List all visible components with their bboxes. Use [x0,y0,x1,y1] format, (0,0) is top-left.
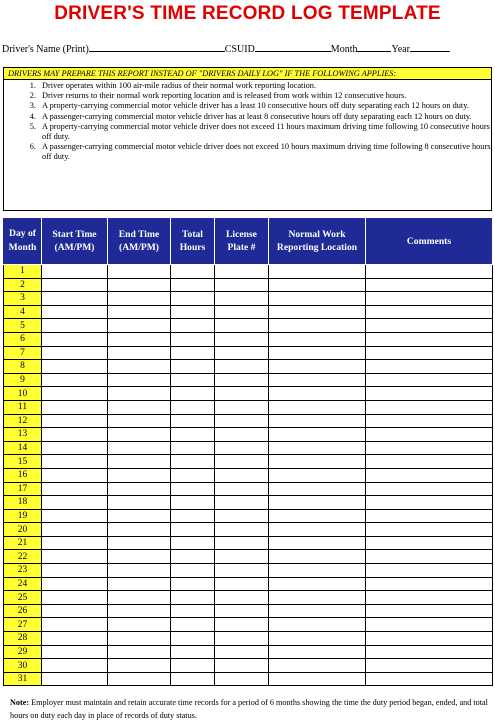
total-hours-cell[interactable] [171,441,215,455]
start-time-cell[interactable] [42,536,108,550]
total-hours-cell[interactable] [171,305,215,319]
total-hours-cell[interactable] [171,564,215,578]
page-title: DRIVER'S TIME RECORD LOG TEMPLATE [54,3,441,24]
table-row [4,387,493,401]
total-hours-cell[interactable] [171,577,215,591]
day-cell: 14 [4,441,42,455]
work-location-cell[interactable] [269,346,366,360]
end-time-cell[interactable] [108,400,171,414]
work-location-cell[interactable] [269,319,366,333]
comments-cell[interactable] [366,645,493,659]
start-time-cell[interactable] [42,414,108,428]
total-hours-cell[interactable] [171,278,215,292]
comments-cell[interactable] [366,564,493,578]
license-plate-cell[interactable] [215,672,269,686]
table-row [4,400,493,414]
start-time-cell[interactable] [42,659,108,673]
total-hours-cell[interactable] [171,414,215,428]
end-time-cell[interactable] [108,618,171,632]
total-hours-cell[interactable] [171,523,215,537]
total-hours-cell[interactable] [171,618,215,632]
license-plate-cell[interactable] [215,305,269,319]
total-hours-cell[interactable] [171,360,215,374]
end-time-cell[interactable] [108,346,171,360]
license-plate-cell[interactable] [215,482,269,496]
start-time-cell[interactable] [42,292,108,306]
end-time-cell[interactable] [108,496,171,510]
work-location-cell[interactable] [269,564,366,578]
table-row [4,346,493,360]
day-cell: 11 [4,400,42,414]
license-plate-cell[interactable] [215,550,269,564]
table-row [4,373,493,387]
license-plate-cell[interactable] [215,360,269,374]
table-row [4,414,493,428]
comments-cell[interactable] [366,618,493,632]
license-plate-cell[interactable] [215,387,269,401]
work-location-cell[interactable] [269,305,366,319]
total-hours-cell[interactable] [171,265,215,279]
start-time-cell[interactable] [42,387,108,401]
start-time-cell[interactable] [42,618,108,632]
work-location-cell[interactable] [269,536,366,550]
license-plate-cell[interactable] [215,468,269,482]
start-time-cell[interactable] [42,632,108,646]
total-hours-cell[interactable] [171,632,215,646]
start-time-cell[interactable] [42,496,108,510]
work-location-cell[interactable] [269,591,366,605]
instruction-item: 1. Driver operates within 100 air-mile radius of their normal work reporting location. [38,81,491,91]
work-location-cell[interactable] [269,604,366,618]
day-cell: 7 [4,346,42,360]
table-header-row [4,218,493,265]
comments-cell[interactable] [366,373,493,387]
day-cell: 15 [4,455,42,469]
comments-cell[interactable] [366,591,493,605]
license-plate-cell[interactable] [215,346,269,360]
comments-cell[interactable] [366,468,493,482]
day-cell: 9 [4,373,42,387]
day-cell: 20 [4,523,42,537]
start-time-cell[interactable] [42,468,108,482]
end-time-cell[interactable] [108,550,171,564]
work-location-cell[interactable] [269,509,366,523]
driver-name-label: Driver's Name (Print) [2,44,89,55]
header-end-time: End Time (AM/PM) [108,218,171,265]
end-time-cell[interactable] [108,523,171,537]
end-time-cell[interactable] [108,536,171,550]
license-plate-cell[interactable] [215,265,269,279]
start-time-cell[interactable] [42,645,108,659]
table-row [4,509,493,523]
total-hours-cell[interactable] [171,509,215,523]
day-cell: 22 [4,550,42,564]
start-time-cell[interactable] [42,550,108,564]
start-time-cell[interactable] [42,564,108,578]
note-text: Employer must maintain and retain accurate time records for a period of 6 months showing the time the duty period began, ended, and total hours on duty each day in place of records of duty status. [10,698,488,720]
comments-cell[interactable] [366,387,493,401]
license-plate-cell[interactable] [215,319,269,333]
work-location-cell[interactable] [269,278,366,292]
start-time-cell[interactable] [42,672,108,686]
total-hours-cell[interactable] [171,387,215,401]
table-row [4,441,493,455]
table-row [4,265,493,279]
table-row [4,591,493,605]
total-hours-cell[interactable] [171,482,215,496]
end-time-cell[interactable] [108,577,171,591]
end-time-cell[interactable] [108,468,171,482]
total-hours-cell[interactable] [171,659,215,673]
csuid-field[interactable] [255,42,331,52]
table-row [4,659,493,673]
table-row [4,332,493,346]
work-location-cell[interactable] [269,645,366,659]
day-cell: 30 [4,659,42,673]
work-location-cell[interactable] [269,632,366,646]
header-day-of-month: Day of Month [4,218,42,265]
table-row [4,468,493,482]
comments-cell[interactable] [366,482,493,496]
comments-cell[interactable] [366,332,493,346]
comments-cell[interactable] [366,550,493,564]
start-time-cell[interactable] [42,278,108,292]
license-plate-cell[interactable] [215,278,269,292]
comments-cell[interactable] [366,536,493,550]
end-time-cell[interactable] [108,373,171,387]
day-cell: 2 [4,278,42,292]
work-location-cell[interactable] [269,265,366,279]
end-time-cell[interactable] [108,360,171,374]
start-time-cell[interactable] [42,265,108,279]
table-row [4,672,493,686]
table-row [4,550,493,564]
work-location-cell[interactable] [269,373,366,387]
end-time-cell[interactable] [108,387,171,401]
total-hours-cell[interactable] [171,550,215,564]
work-location-cell[interactable] [269,523,366,537]
instruction-item: 5. A property-carrying commercial motor vehicle driver does not exceed 11 hours maximum driving time following 10 consecutive hours off duty. [38,122,491,142]
day-cell: 1 [4,265,42,279]
comments-cell[interactable] [366,278,493,292]
license-plate-cell[interactable] [215,659,269,673]
comments-cell[interactable] [366,414,493,428]
comments-cell[interactable] [366,604,493,618]
instruction-item: 3. A property-carrying commercial motor vehicle driver has a least 10 consecutive hours off duty separating each 12 hours on duty. [38,101,491,111]
day-cell: 12 [4,414,42,428]
start-time-cell[interactable] [42,373,108,387]
day-cell: 17 [4,482,42,496]
comments-cell[interactable] [366,400,493,414]
license-plate-cell[interactable] [215,618,269,632]
day-cell: 21 [4,536,42,550]
day-cell: 26 [4,604,42,618]
year-field[interactable] [410,42,450,52]
header-total-hours: Total Hours [171,218,215,265]
start-time-cell[interactable] [42,400,108,414]
start-time-cell[interactable] [42,523,108,537]
license-plate-cell[interactable] [215,292,269,306]
comments-cell[interactable] [366,305,493,319]
header-start-time: Start Time (AM/PM) [42,218,108,265]
start-time-cell[interactable] [42,455,108,469]
day-cell: 23 [4,564,42,578]
end-time-cell[interactable] [108,428,171,442]
work-location-cell[interactable] [269,496,366,510]
day-cell: 16 [4,468,42,482]
work-location-cell[interactable] [269,441,366,455]
table-row [4,319,493,333]
table-row [4,577,493,591]
driver-info-fields [2,42,493,55]
comments-cell[interactable] [366,360,493,374]
day-cell: 27 [4,618,42,632]
work-location-cell[interactable] [269,672,366,686]
table-row [4,428,493,442]
start-time-cell[interactable] [42,591,108,605]
day-cell: 8 [4,360,42,374]
license-plate-cell[interactable] [215,441,269,455]
comments-cell[interactable] [366,509,493,523]
start-time-cell[interactable] [42,604,108,618]
total-hours-cell[interactable] [171,645,215,659]
csuid-label: CSUID [224,44,255,55]
license-plate-cell[interactable] [215,564,269,578]
end-time-cell[interactable] [108,332,171,346]
end-time-cell[interactable] [108,604,171,618]
end-time-cell[interactable] [108,278,171,292]
end-time-cell[interactable] [108,455,171,469]
day-cell: 24 [4,577,42,591]
instructions-heading: DRIVERS MAY PREPARE THIS REPORT INSTEAD OF "DRIVERS DAILY LOG" IF THE FOLLOWING APPLIES: [4,68,491,80]
header-comments: Comments [366,218,493,265]
work-location-cell[interactable] [269,292,366,306]
comments-cell[interactable] [366,319,493,333]
day-cell: 13 [4,428,42,442]
work-location-cell[interactable] [269,550,366,564]
end-time-cell[interactable] [108,305,171,319]
instruction-item: 6. A passenger-carrying commercial motor vehicle driver does not exceed 10 hours maximum driving time following 8 consecutive hours off duty. [38,142,491,162]
total-hours-cell[interactable] [171,400,215,414]
work-location-cell[interactable] [269,468,366,482]
comments-cell[interactable] [366,672,493,686]
comments-cell[interactable] [366,496,493,510]
comments-cell[interactable] [366,523,493,537]
start-time-cell[interactable] [42,482,108,496]
work-location-cell[interactable] [269,659,366,673]
table-row [4,455,493,469]
day-cell: 10 [4,387,42,401]
total-hours-cell[interactable] [171,346,215,360]
work-location-cell[interactable] [269,428,366,442]
table-row [4,305,493,319]
total-hours-cell[interactable] [171,292,215,306]
total-hours-cell[interactable] [171,604,215,618]
instructions-list [4,81,491,163]
total-hours-cell[interactable] [171,591,215,605]
comments-cell[interactable] [366,659,493,673]
license-plate-cell[interactable] [215,604,269,618]
header-work-location: Normal Work Reporting Location [269,218,366,265]
end-time-cell[interactable] [108,319,171,333]
end-time-cell[interactable] [108,591,171,605]
day-cell: 31 [4,672,42,686]
comments-cell[interactable] [366,346,493,360]
day-cell: 3 [4,292,42,306]
end-time-cell[interactable] [108,292,171,306]
start-time-cell[interactable] [42,319,108,333]
instruction-item: 4. A passenger-carrying commercial motor vehicle driver has at least 8 consecutive hours off duty separating each 12 hours on duty. [38,112,491,122]
license-plate-cell[interactable] [215,455,269,469]
license-plate-cell[interactable] [215,523,269,537]
license-plate-cell[interactable] [215,400,269,414]
total-hours-cell[interactable] [171,373,215,387]
table-row [4,292,493,306]
end-time-cell[interactable] [108,265,171,279]
day-cell: 6 [4,332,42,346]
license-plate-cell[interactable] [215,509,269,523]
comments-cell[interactable] [366,577,493,591]
comments-cell[interactable] [366,292,493,306]
table-row [4,645,493,659]
total-hours-cell[interactable] [171,672,215,686]
license-plate-cell[interactable] [215,577,269,591]
work-location-cell[interactable] [269,387,366,401]
work-location-cell[interactable] [269,618,366,632]
footer-note [10,697,490,722]
end-time-cell[interactable] [108,659,171,673]
license-plate-cell[interactable] [215,332,269,346]
license-plate-cell[interactable] [215,373,269,387]
comments-cell[interactable] [366,632,493,646]
table-row [4,360,493,374]
comments-cell[interactable] [366,428,493,442]
driver-name-field[interactable] [89,42,225,52]
license-plate-cell[interactable] [215,632,269,646]
total-hours-cell[interactable] [171,536,215,550]
day-cell: 25 [4,591,42,605]
end-time-cell[interactable] [108,441,171,455]
end-time-cell[interactable] [108,564,171,578]
total-hours-cell[interactable] [171,332,215,346]
table-row [4,536,493,550]
total-hours-cell[interactable] [171,468,215,482]
work-location-cell[interactable] [269,455,366,469]
end-time-cell[interactable] [108,672,171,686]
end-time-cell[interactable] [108,645,171,659]
start-time-cell[interactable] [42,305,108,319]
comments-cell[interactable] [366,265,493,279]
note-label: Note: [10,698,30,707]
table-row [4,482,493,496]
end-time-cell[interactable] [108,414,171,428]
work-location-cell[interactable] [269,577,366,591]
day-cell: 18 [4,496,42,510]
total-hours-cell[interactable] [171,496,215,510]
license-plate-cell[interactable] [215,496,269,510]
time-record-table [3,217,493,686]
header-license-plate: License Plate # [215,218,269,265]
work-location-cell[interactable] [269,414,366,428]
day-cell: 4 [4,305,42,319]
work-location-cell[interactable] [269,400,366,414]
license-plate-cell[interactable] [215,414,269,428]
start-time-cell[interactable] [42,360,108,374]
start-time-cell[interactable] [42,332,108,346]
start-time-cell[interactable] [42,428,108,442]
start-time-cell[interactable] [42,346,108,360]
start-time-cell[interactable] [42,577,108,591]
license-plate-cell[interactable] [215,536,269,550]
comments-cell[interactable] [366,441,493,455]
instruction-item: 2. Driver returns to their normal work reporting location and is released from work within 12 consecutive hours. [38,91,491,101]
month-field[interactable] [357,42,391,52]
end-time-cell[interactable] [108,509,171,523]
start-time-cell[interactable] [42,441,108,455]
license-plate-cell[interactable] [215,591,269,605]
work-location-cell[interactable] [269,482,366,496]
end-time-cell[interactable] [108,482,171,496]
year-label: Year [391,44,410,55]
month-label: Month [330,44,358,55]
work-location-cell[interactable] [269,360,366,374]
comments-cell[interactable] [366,455,493,469]
day-cell: 29 [4,645,42,659]
license-plate-cell[interactable] [215,645,269,659]
day-cell: 28 [4,632,42,646]
table-row [4,632,493,646]
day-cell: 5 [4,319,42,333]
start-time-cell[interactable] [42,509,108,523]
work-location-cell[interactable] [269,332,366,346]
table-row [4,278,493,292]
table-row [4,496,493,510]
total-hours-cell[interactable] [171,428,215,442]
day-cell: 19 [4,509,42,523]
table-row [4,564,493,578]
end-time-cell[interactable] [108,632,171,646]
total-hours-cell[interactable] [171,455,215,469]
table-row [4,618,493,632]
total-hours-cell[interactable] [171,319,215,333]
license-plate-cell[interactable] [215,428,269,442]
table-row [4,523,493,537]
table-row [4,604,493,618]
instructions-box [3,67,492,211]
